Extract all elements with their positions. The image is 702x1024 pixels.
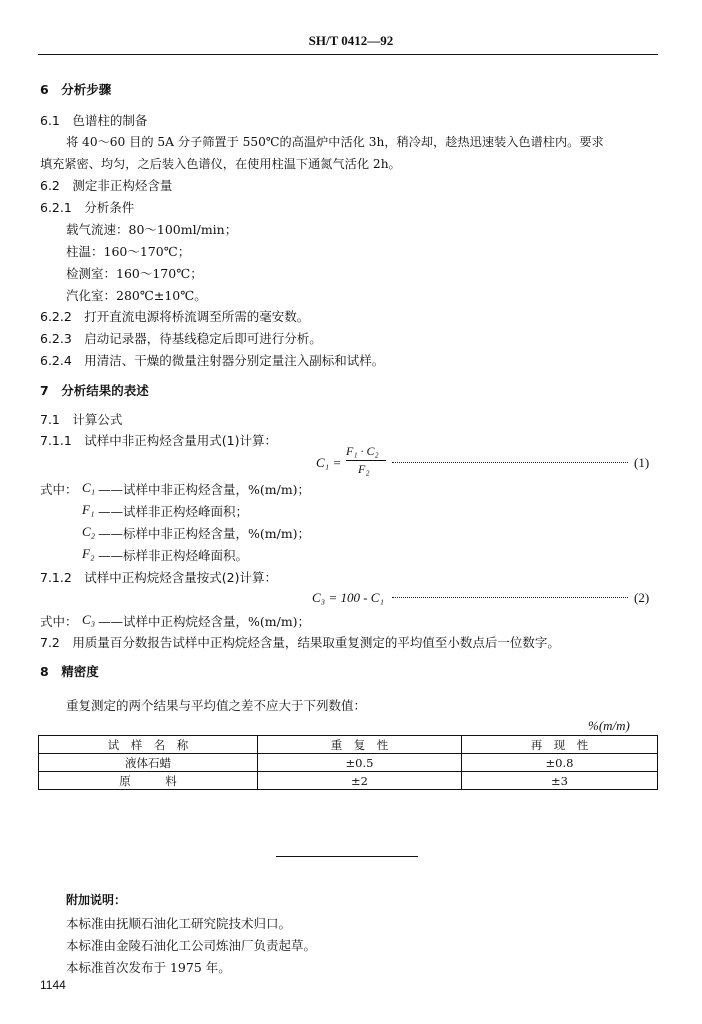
- section-6-2-1-heading: 6.2.1 分析条件: [40, 200, 135, 215]
- condition-detector-temp: 检测室：160～170℃；: [66, 266, 203, 281]
- table-header-row: [39, 736, 658, 754]
- end-rule: [276, 856, 418, 857]
- section-7-1-heading: 7.1 计算公式: [40, 412, 123, 427]
- appendix-line: 本标准由抚顺石油化工研究院技术归口。: [66, 916, 292, 931]
- section-6-2-2: 6.2.2 打开直流电源将桥流调至所需的毫安数。: [40, 309, 310, 324]
- table-header-cell: 再 现 性: [462, 736, 658, 754]
- condition-vaporizer-temp: 汽化室：280℃±10℃。: [66, 288, 207, 303]
- where-symbol-c3: C₃: [82, 612, 96, 627]
- section-6-2-4: 6.2.4 用清洁、干燥的微量注射器分别定量注入副标和试样。: [40, 353, 385, 368]
- section-6-2-3: 6.2.3 启动记录器，待基线稳定后即可进行分析。: [40, 331, 322, 346]
- table-cell: ±3: [462, 772, 658, 790]
- section-6-1-heading: 6.1 色谱柱的制备: [40, 113, 148, 128]
- where-symbol-c2: C₂: [82, 524, 96, 539]
- where-desc-c1: ——试样中非正构烃含量，%(m/m)；: [98, 482, 311, 497]
- where-desc-c3: ——试样中正构烷烃含量，%(m/m)；: [98, 614, 311, 629]
- equation-2-leader-dots: [392, 597, 628, 598]
- equation-1-numerator: F₁ · C₂: [346, 444, 379, 458]
- appendix-line: 本标准首次发布于 1975 年。: [66, 960, 231, 975]
- equation-1-fraction-bar: [346, 460, 386, 461]
- where-desc-f1: ——试样非正构烃峰面积；: [98, 504, 249, 519]
- section-6-2-heading: 6.2 测定非正构烃含量: [40, 178, 173, 193]
- page-number: 1144: [40, 978, 66, 992]
- condition-carrier-gas: 载气流速：80～100ml/min；: [66, 222, 238, 237]
- where-label-2: 式中：: [40, 614, 78, 629]
- section-6-title: 6 分析步骤: [40, 82, 112, 97]
- table-cell: ±0.5: [258, 754, 462, 772]
- table-row: [39, 772, 658, 790]
- equation-1-lhs: C₁ =: [316, 455, 342, 470]
- table-cell: ±2: [258, 772, 462, 790]
- table-cell: ±0.8: [462, 754, 658, 772]
- table-cell: 液体石蜡: [39, 754, 258, 772]
- where-desc-c2: ——标样中非正构烃含量，%(m/m)；: [98, 526, 311, 541]
- equation-1-number: (1): [634, 455, 650, 470]
- where-symbol-c1: C₁: [82, 480, 96, 495]
- precision-table: [38, 735, 658, 790]
- table-header-cell: 重 复 性: [258, 736, 462, 754]
- table-header-cell: 试 样 名 称: [39, 736, 258, 754]
- equation-2-number: (2): [634, 590, 650, 605]
- appendix-title: 附加说明：: [66, 893, 127, 907]
- where-symbol-f1: F₁: [82, 502, 95, 517]
- precision-unit: %(m/m): [588, 718, 630, 733]
- section-7-2: 7.2 用质量百分数报告试样中正构烷烃含量，结果取重复测定的平均值至小数点后一位数字。: [40, 635, 560, 650]
- appendix-line: 本标准由金陵石油化工公司炼油厂负责起草。: [66, 938, 317, 953]
- section-7-1-1-heading: 7.1.1 试样中非正构烃含量用式(1)计算：: [40, 433, 278, 448]
- equation-1-leader-dots: [392, 462, 628, 463]
- section-6-1-para-line1: 将 40～60 目的 5A 分子筛置于 550℃的高温炉中活化 3h，稍冷却，趁热迅速装入色谱柱内。要求: [66, 135, 604, 149]
- standard-code-header: SH/T 0412—92: [308, 33, 394, 48]
- section-7-1-2-heading: 7.1.2 试样中正构烷烃含量按式(2)计算：: [40, 570, 278, 585]
- precision-intro: 重复测定的两个结果与平均值之差不应大于下列数值：: [66, 698, 367, 713]
- condition-column-temp: 柱温：160～170℃；: [66, 244, 191, 259]
- table-cell: 原 料: [39, 772, 258, 790]
- header-rule: [38, 54, 658, 55]
- where-symbol-f2: F₂: [82, 546, 95, 561]
- where-label-1: 式中：: [40, 482, 78, 497]
- equation-1-denominator: F₂: [358, 462, 370, 476]
- section-6-1-para-line2: 填充紧密、均匀，之后装入色谱仪，在使用柱温下通氮气活化 2h。: [40, 157, 401, 171]
- table-row: [39, 754, 658, 772]
- section-8-title: 8 精密度: [40, 664, 99, 679]
- where-desc-f2: ——标样非正构烃峰面积。: [98, 548, 249, 563]
- equation-2-expression: C₃ = 100 - C₁: [312, 590, 384, 605]
- section-7-title: 7 分析结果的表述: [40, 383, 149, 398]
